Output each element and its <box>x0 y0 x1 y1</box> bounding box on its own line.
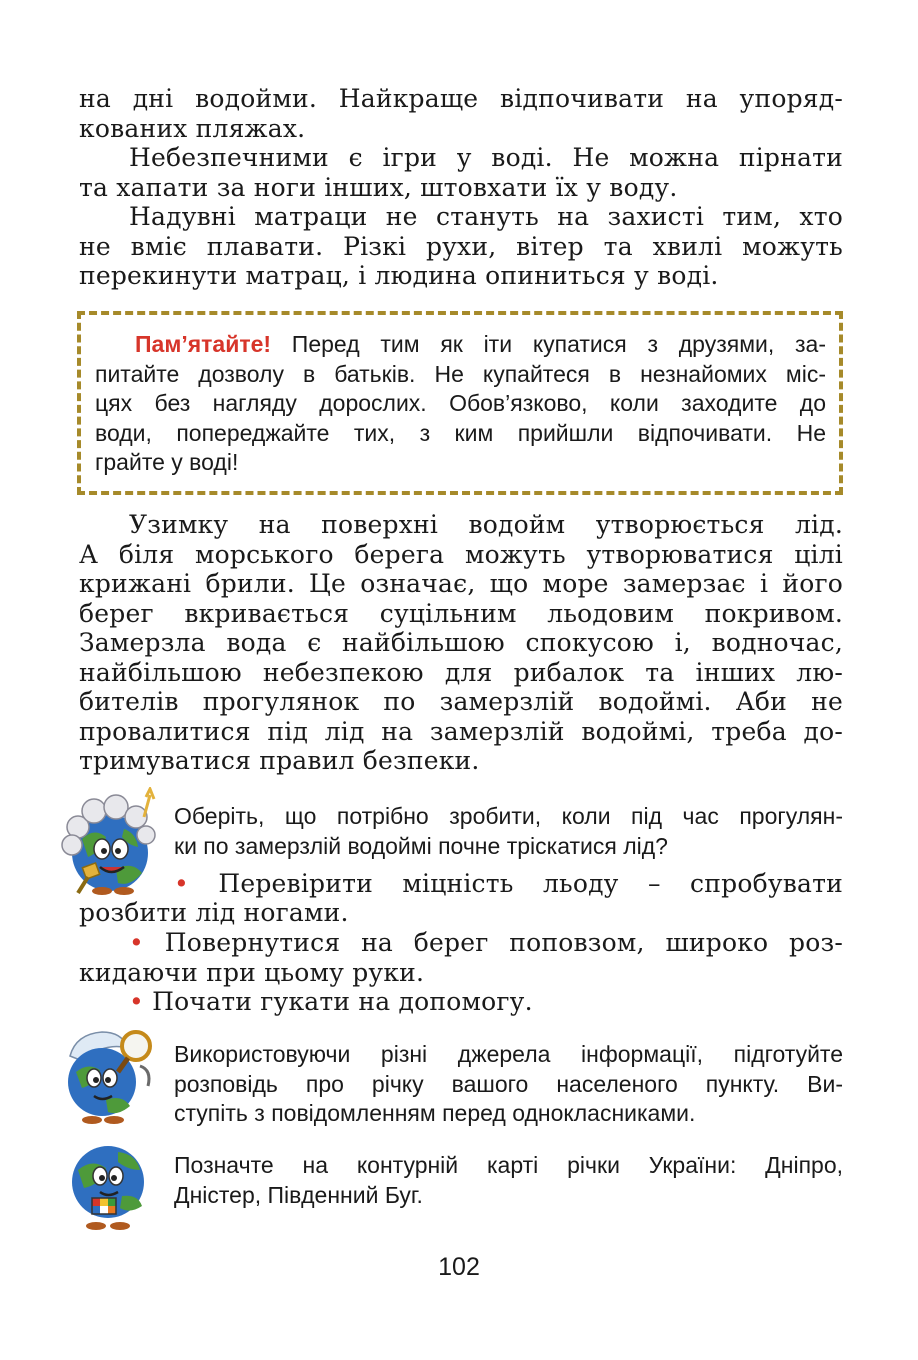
text-line: розбити лід ногами. <box>79 898 349 927</box>
option-3-line <box>79 987 843 1017</box>
option-1-line-1 <box>174 869 843 899</box>
globe-mascot-with-magnifier-icon <box>56 1026 160 1126</box>
text-line: на дні водойми. Найкраще відпочивати на упоряд- <box>79 84 843 113</box>
text-line: А біля морського берега можуть утворюватися цілі <box>79 539 843 569</box>
memo-text <box>95 330 826 478</box>
bullet-icon: • <box>129 928 144 957</box>
option-2-line-1 <box>79 928 843 958</box>
text-line: Дністер, Південний Буг. <box>174 1181 423 1208</box>
text-line: крижані брили. Це означає, що море замерзає і його <box>79 569 843 598</box>
text-line: ступіть з повідомленням перед однокласниками. <box>174 1100 696 1126</box>
option-1-continuation <box>79 898 843 928</box>
paragraph-3 <box>79 202 843 291</box>
text-line: ки по замерзлій водоймі почне тріскатися лід? <box>174 832 668 859</box>
memo-first-line-rest: Перед тим як іти купатися з друзями, за- <box>271 331 826 357</box>
bullet-icon: • <box>129 987 144 1016</box>
text-line: питайте дозволу в батьків. Не купайтеся в незнайомих міс- <box>95 360 826 387</box>
paragraph-2 <box>79 143 843 202</box>
text-line: берег вкривається суцільним льодовим покривом. <box>79 598 843 628</box>
text-line: розповідь про річку вашого населеного пункту. Ви- <box>174 1070 843 1097</box>
text-line: води, попереджайте тих, з ким прийшли відпочивати. Не <box>95 419 826 446</box>
paragraph-1 <box>79 84 843 143</box>
text-line: кованих пляжах. <box>79 113 306 143</box>
text-line: бителів прогулянок по замерзлій водоймі. Аби не <box>79 687 843 716</box>
bullet-icon: • <box>174 869 189 898</box>
text-line: Надувні матраци не стануть на захисті тим, хто <box>129 202 843 231</box>
text-line: кидаючи при цьому руки. <box>79 957 425 987</box>
text-line: провалитися під лід на замерзлій водоймі, треба до- <box>79 716 843 746</box>
text-line: цях без нагляду дорослих. Обов’язково, коли заходите до <box>95 390 826 416</box>
text-line: Узимку на поверхні водойм утворюється лід. <box>129 510 843 539</box>
option-text: Перевірити міцність льоду – спробувати <box>218 869 843 898</box>
option-1 <box>174 869 843 899</box>
text-line: найбільшою небезпекою для рибалок та інших лю- <box>79 657 843 687</box>
task-2 <box>174 1151 843 1210</box>
text-line: тримуватися правил безпеки. <box>79 746 480 775</box>
text-line: грайте у воді! <box>95 449 239 475</box>
globe-mascot-with-cube-icon <box>62 1140 158 1232</box>
question <box>174 802 843 861</box>
page-number: 102 <box>438 1253 480 1281</box>
text-line: Використовуючи різні джерела інформації, підготуйте <box>174 1041 843 1067</box>
text-line: Небезпечними є ігри у воді. Не можна пірнати <box>129 143 843 172</box>
paragraph-4 <box>79 510 843 776</box>
globe-mascot-with-wig-icon <box>58 787 162 897</box>
option-text: Почати гукати на допомогу. <box>152 987 533 1016</box>
option-2 <box>79 928 843 987</box>
text-line: та хапати за ноги інших, штовхати їх у воду. <box>79 172 678 202</box>
text-line: Оберіть, що потрібно зробити, коли під час прогулян- <box>174 803 843 829</box>
text-line: Позначте на контурній карті річки України: Дніпро, <box>174 1152 843 1178</box>
option-text: Повернутися на берег поповзом, широко роз- <box>164 928 843 957</box>
task-1 <box>174 1040 843 1129</box>
text-line: Замерзла вода є найбільшою спокусою і, водночас, <box>79 628 843 657</box>
memo-first-line <box>95 330 826 360</box>
text-line: не вміє плавати. Різкі рухи, вітер та хвилі можуть <box>79 231 843 261</box>
option-3 <box>79 987 843 1017</box>
memo-title: Пам’ятайте! <box>135 331 272 357</box>
text-line: перекинути матрац, і людина опиниться у воді. <box>79 261 719 290</box>
